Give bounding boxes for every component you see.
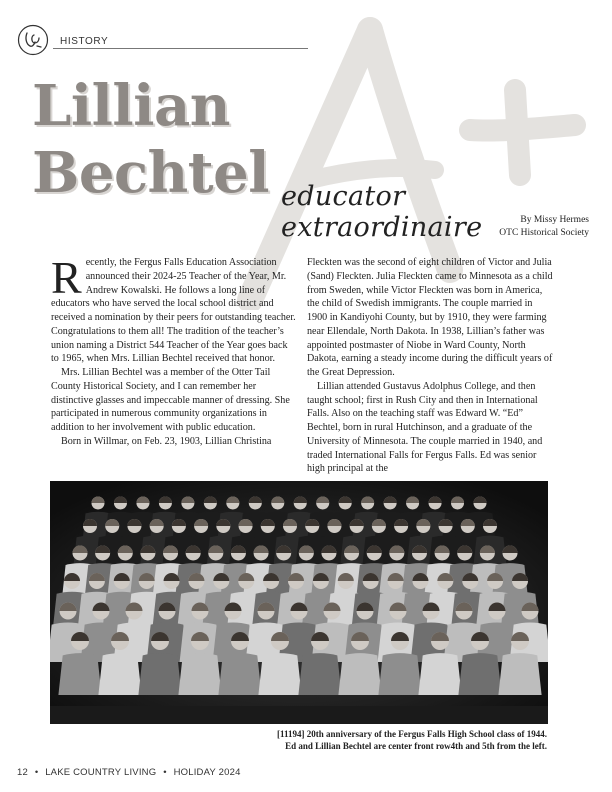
- byline-org: OTC Historical Society: [499, 228, 589, 238]
- person-body: [298, 653, 341, 695]
- group-photo-icon: [50, 481, 548, 724]
- group-photo: [50, 481, 548, 724]
- person-body: [138, 653, 181, 695]
- photo-floor: [50, 706, 548, 724]
- article-column-right: [307, 256, 553, 476]
- publication-name: LAKE COUNTRY LIVING: [45, 767, 157, 778]
- title-line-2: Bechtel: [32, 140, 270, 206]
- paragraph-1-text: ecently, the Fergus Falls Education Association announced their 2024-25 Teacher of the Year, Mr. Andrew Kowalski. He follows a long line of educators who have served the local school district and received a nomination by their peers for outstanding teacher. Congratulations to them all! The tradition of the teacher’s union naming a District 544 Teacher of the Year goes back to 1965, when Mrs. Lillian Bechtel received that honor.: [51, 257, 296, 365]
- subtitle: educator extraordinaire: [281, 181, 483, 243]
- caption-line-1: [11194] 20th anniversary of the Fergus Falls High School class of 1944.: [277, 729, 547, 739]
- paragraph-5: Lillian attended Gustavus Adolphus College, and then taught school; first in Rush City and then in International Falls. Also on the teaching staff was Edward W. “Ed” Bechtel, born in rural Hutchinson, and a graduate of the University of Minnesota. The couple married in 1940, and traded International Falls for Fergus Falls. Ed was senior high principal at the: [307, 380, 543, 475]
- person-body: [458, 653, 501, 695]
- person-body: [338, 653, 381, 695]
- lcl-monogram-icon: [17, 24, 49, 56]
- drop-cap: R: [51, 252, 82, 303]
- byline: [499, 214, 589, 240]
- photo-caption: [47, 728, 547, 752]
- person-body: [498, 653, 541, 695]
- footer-sep-2: •: [163, 767, 167, 778]
- person-body: [378, 653, 421, 695]
- paragraph-4: Fleckten was the second of eight children of Victor and Julia (Sand) Fleckten. Julia Fleckten came to Minnesota as a child from Sweden, while Victor Fleckten was born in America, the child of Swedish immigrants. The couple married in 1900 in Kandiyohi County, but by 1910, they were farming near Ellendale, North Dakota. In 1938, Lillian’s father was appointed postmaster of Niobe in Ward County, North Dakota, earning a steady income during the difficult years of the Great Depression.: [307, 257, 553, 378]
- person-body: [178, 653, 221, 695]
- person-body: [218, 653, 261, 695]
- section-label: HISTORY: [60, 36, 109, 47]
- footer-sep-1: •: [34, 767, 39, 778]
- person-body: [258, 653, 301, 695]
- paragraph-2: Mrs. Lillian Bechtel was a member of the Otter Tail County Historical Society, and I can remember her distinctive glasses and impeccable manner of dressing. She participated in numerous community organizations in addition to her involvement with public education.: [51, 367, 290, 433]
- person-body: [58, 653, 101, 695]
- caption-line-2: Ed and Lillian Bechtel are center front row4th and 5th from the left.: [285, 741, 547, 751]
- person-body: [98, 653, 141, 695]
- byline-author: By Missy Hermes: [520, 215, 589, 225]
- article-column-left: [51, 252, 297, 449]
- paragraph-3: Born in Willmar, on Feb. 23, 1903, Lillian Christina: [61, 435, 272, 447]
- page-footer: [17, 767, 245, 778]
- paragraph-1: [51, 252, 297, 366]
- person-body: [418, 653, 461, 695]
- title-line-1: Lillian: [32, 73, 230, 139]
- page-number: 12: [17, 767, 28, 778]
- issue-name: HOLIDAY 2024: [173, 767, 241, 778]
